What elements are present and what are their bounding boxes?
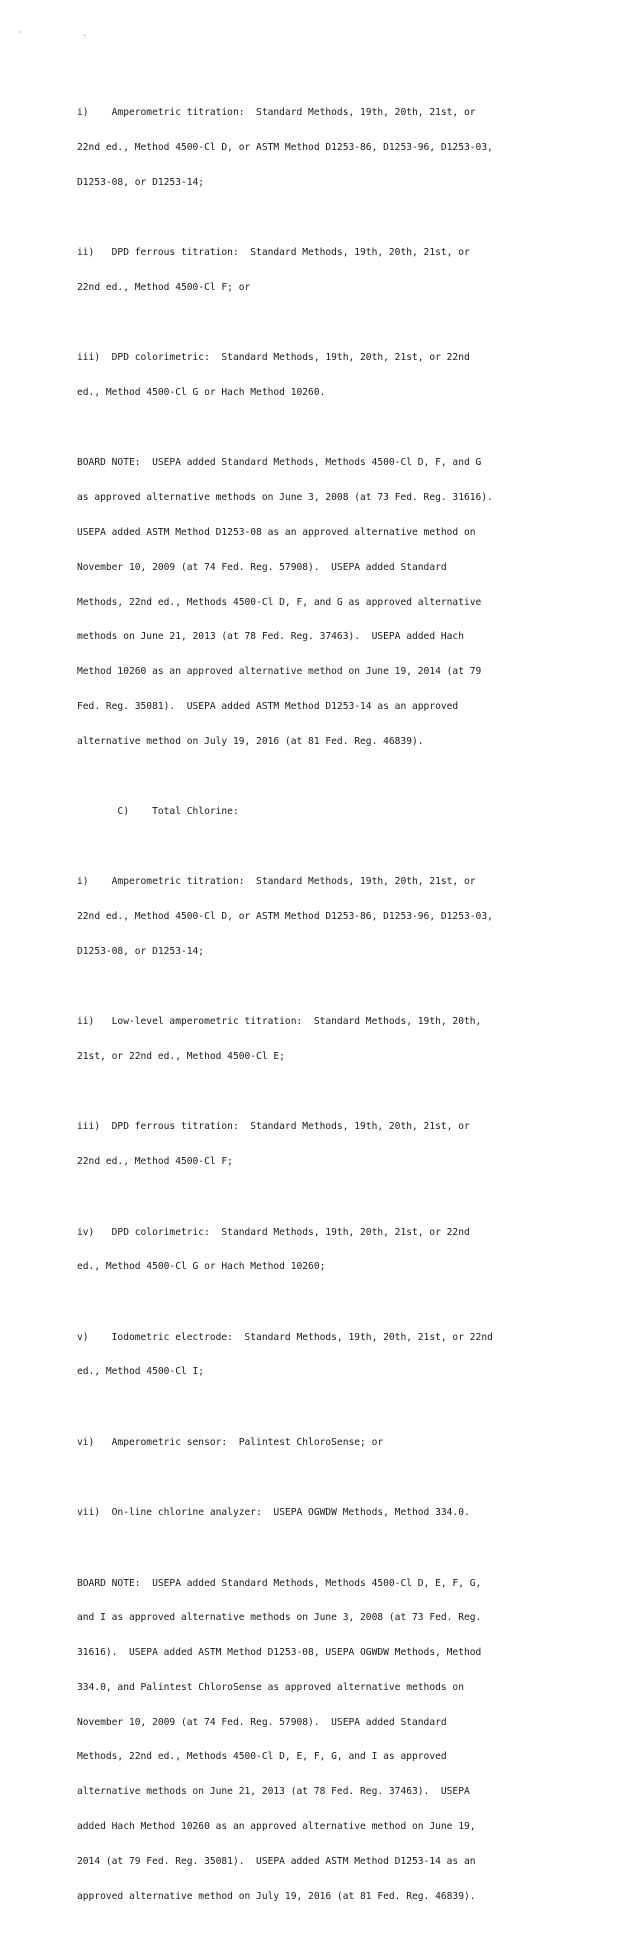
text-line: iii) DPD ferrous titration: Standard Methods, 19th, 20th, 21st, or [77,1121,470,1133]
text-line: BOARD NOTE: USEPA added Standard Methods, Methods 4500-Cl D, E, F, G, [77,1577,482,1589]
text-line: 22nd ed., Method 4500-Cl F; or [77,281,251,293]
text-line: iv) DPD colorimetric: Standard Methods, 19th, 20th, 21st, or 22nd [77,1226,470,1238]
text-line: ii) DPD ferrous titration: Standard Methods, 19th, 20th, 21st, or [77,247,470,259]
text-line: 31616). USEPA added ASTM Method D1253-08, USEPA OGWDW Methods, Method [77,1647,482,1659]
text-line: ii) Low-level amperometric titration: Standard Methods, 19th, 20th, [77,1016,482,1028]
total-chlorine-heading [77,783,547,841]
text-line: as approved alternative methods on June 3, 2008 (at 73 Fed. Reg. 31616). [77,492,493,504]
dpd-colorimetric-item [77,329,547,422]
text-line: iii) DPD colorimetric: Standard Methods, 19th, 20th, 21st, or 22nd [77,352,470,364]
text-line: alternative method on July 19, 2016 (at 81 Fed. Reg. 46839). [77,735,424,747]
dpd-ferrous-titration-item [77,224,547,317]
text-line: ed., Method 4500-Cl G or Hach Method 10260; [77,1261,326,1273]
text-line: D1253-08, or D1253-14; [77,945,205,957]
text-line: and I as approved alternative methods on June 3, 2008 (at 73 Fed. Reg. [77,1612,482,1624]
text-line: 22nd ed., Method 4500-Cl D, or ASTM Method D1253-86, D1253-96, D1253-03, [77,911,493,923]
text-line: 21st, or 22nd ed., Method 4500-Cl E; [77,1051,285,1063]
dpd-colorimetric-total-item [77,1203,547,1296]
total-chlorine-amperometric-residual-item [77,84,547,212]
text-line: alternative methods on June 21, 2013 (at 78 Fed. Reg. 37463). USEPA [77,1786,470,1798]
text-line: added Hach Method 10260 as an approved alternative method on June 19, [77,1821,476,1833]
text-line: November 10, 2009 (at 74 Fed. Reg. 57908). USEPA added Standard [77,1716,447,1728]
amperometric-sensor-item [77,1414,547,1472]
text-line: 2014 (at 79 Fed. Reg. 35081). USEPA added ASTM Method D1253-14 as an [77,1855,476,1867]
text-line: Fed. Reg. 35081). USEPA added ASTM Method D1253-14 as an approved [77,700,459,712]
text-line: ed., Method 4500-Cl G or Hach Method 10260. [77,387,326,399]
amperometric-titration-item [77,853,547,981]
text-line: approved alternative method on July 19, 2016 (at 81 Fed. Reg. 46839). [77,1890,476,1902]
text-line: i) Amperometric titration: Standard Methods, 19th, 20th, 21st, or [77,876,476,888]
text-line: Methods, 22nd ed., Methods 4500-Cl D, E, F, G, and I as approved [77,1751,447,1763]
text-line: D1253-08, or D1253-14; [77,176,205,188]
low-level-amperometric-item [77,993,547,1086]
text-line: Method 10260 as an approved alternative method on June 19, 2014 (at 79 [77,666,482,678]
text-line: v) Iodometric electrode: Standard Methods, 19th, 20th, 21st, or 22nd [77,1331,493,1343]
text-line: BOARD NOTE: USEPA added Standard Methods, Methods 4500-Cl D, F, and G [77,457,482,469]
text-line: Methods, 22nd ed., Methods 4500-Cl D, F, and G as approved alternative [77,596,482,608]
board-note-free-chlorine [77,434,547,770]
text-line: vi) Amperometric sensor: Palintest ChloroSense; or [77,1436,384,1448]
online-chlorine-analyzer-item [77,1484,547,1542]
dpd-ferrous-titration-total-item [77,1098,547,1191]
text-line: methods on June 21, 2013 (at 78 Fed. Reg. 37463). USEPA added Hach [77,631,464,643]
text-line: 334.0, and Palintest ChloroSense as approved alternative methods on [77,1681,464,1693]
iodometric-electrode-item [77,1309,547,1402]
text-line: 22nd ed., Method 4500-Cl D, or ASTM Method D1253-86, D1253-96, D1253-03, [77,141,493,153]
text-line: i) Amperometric titration: Standard Methods, 19th, 20th, 21st, or [77,107,476,119]
text-line: November 10, 2009 (at 74 Fed. Reg. 57908). USEPA added Standard [77,561,447,573]
scan-corner-marks: ' . [18,30,115,38]
board-note-total-chlorine [77,1554,547,1925]
text-line: 22nd ed., Method 4500-Cl F; [77,1156,233,1168]
text-line: vii) On-line chlorine analyzer: USEPA OGWDW Methods, Method 334.0. [77,1507,470,1519]
text-line: ed., Method 4500-Cl I; [77,1366,205,1378]
section-heading: C) Total Chlorine: [77,806,239,817]
text-line: USEPA added ASTM Method D1253-08 as an approved alternative method on [77,526,476,538]
document-body [77,84,547,1938]
